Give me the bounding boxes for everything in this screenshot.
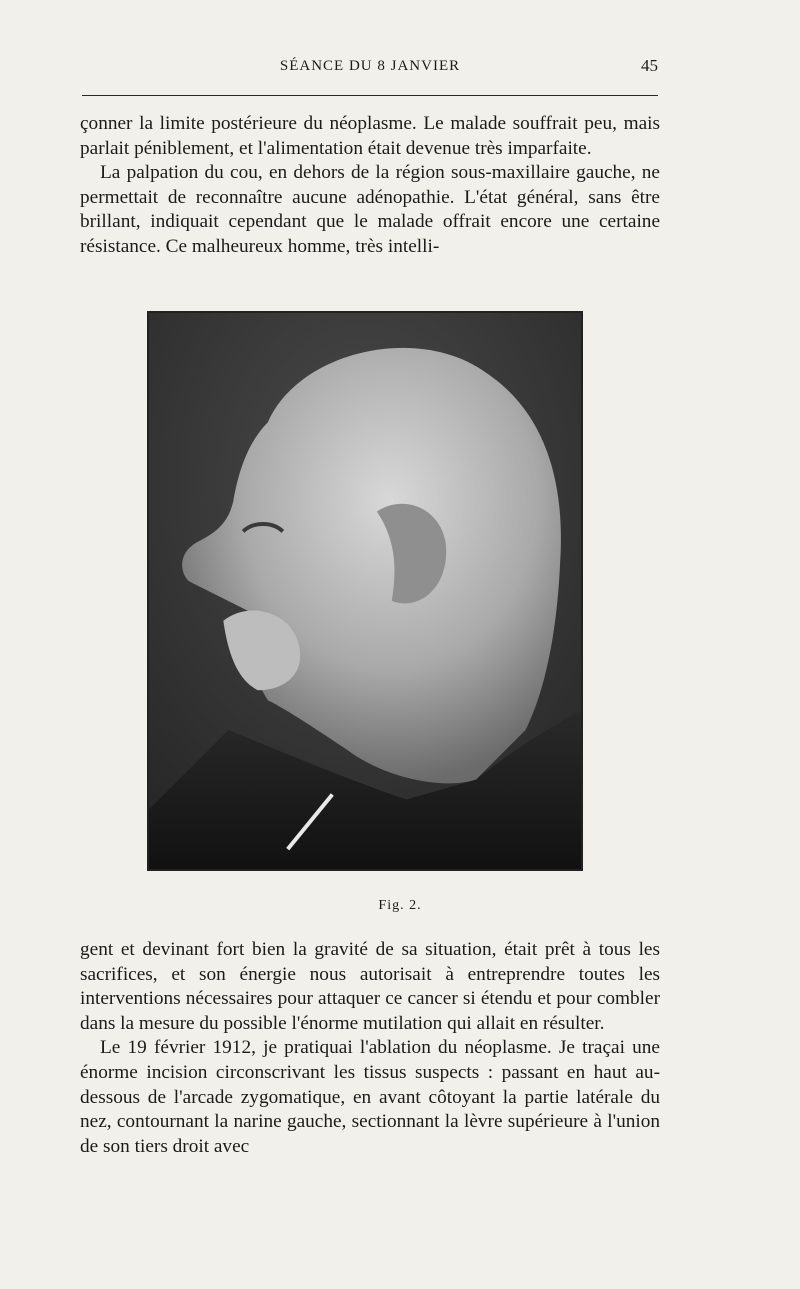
text-block-top xyxy=(80,112,660,260)
paragraph-palpation: La palpation du cou, en dehors de la région sous-maxillaire gauche, ne permettait de reconnaître aucune adénopathie. L'état général, sans être brillant, indiquait cependant que le malade offrait encore une certaine résistance. Ce malheureux homme, très intelli- xyxy=(80,162,660,257)
paragraph-continued: çonner la limite postérieure du néoplasme. Le malade souffrait peu, mais parlait péniblement, et l'alimentation était devenue très imparfaite. xyxy=(80,113,660,159)
figure-caption: Fig. 2. xyxy=(378,898,422,913)
running-head xyxy=(82,54,658,80)
paragraph-continued-2: gent et devinant fort bien la gravité de sa situation, était prêt à tous les sacrifices, et son énergie nous autorisait à entreprendre toutes les interventions nécessaires pour attaquer ce cancer si étendu et pour combler dans la mesure du possible l'énorme mutilation qui allait en résulter. xyxy=(80,939,660,1034)
running-title: SÉANCE DU 8 JANVIER xyxy=(279,58,461,74)
page-number: 45 xyxy=(641,56,658,75)
figure-photograph xyxy=(147,311,583,871)
paragraph-operation: Le 19 février 1912, je pratiquai l'ablation du néoplasme. Je traçai une énorme incision circonscrivant les tissus suspects : passant en haut au-dessous de l'arcade zygomatique, en avant côtoyant la partie latérale du nez, contournant la narine gauche, sectionnant la lèvre supérieure à l'union de son tiers droit avec xyxy=(80,1037,660,1157)
patient-profile-photo xyxy=(149,313,581,869)
header-rule xyxy=(82,95,658,96)
text-block-bottom xyxy=(80,938,660,1159)
